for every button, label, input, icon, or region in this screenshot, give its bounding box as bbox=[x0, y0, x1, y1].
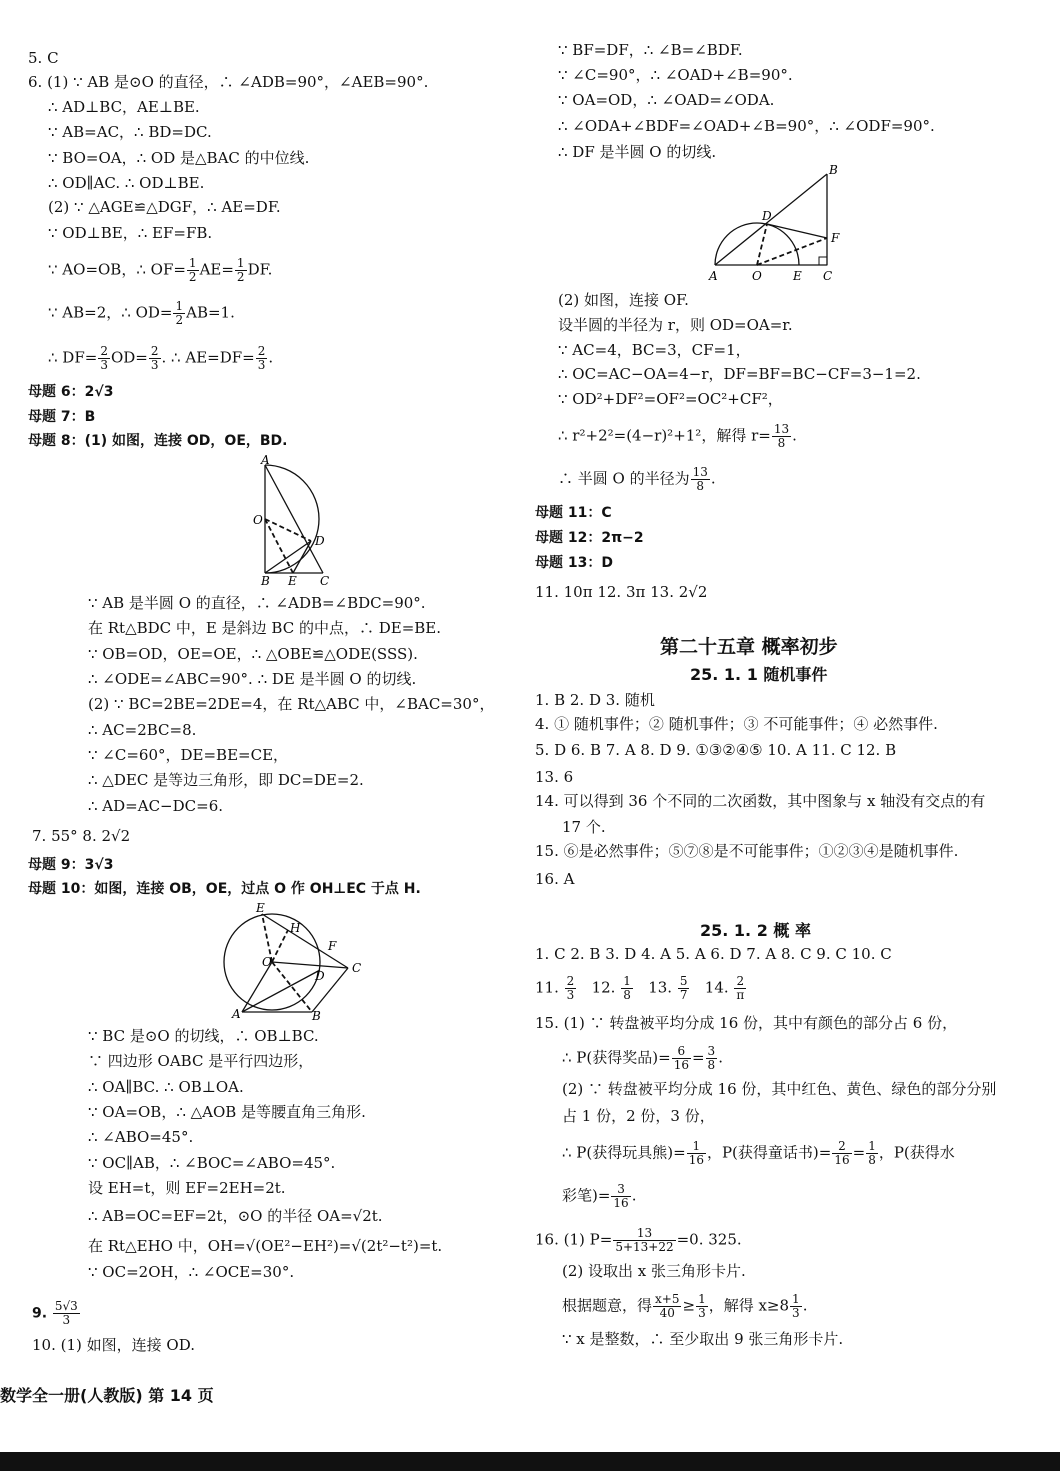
section-title-25-1-2: 25. 1. 2 概 率 bbox=[700, 921, 811, 940]
text-line: 14. 可以得到 36 个不同的二次函数，其中图象与 x 轴没有交点的有 bbox=[535, 792, 986, 810]
text-line: ∴ OA∥BC. ∴ OB⊥OA. bbox=[88, 1078, 244, 1096]
text-line: ∴ ∠ODA+∠BDF=∠OAD+∠B=90°，∴ ∠ODF=90°. bbox=[558, 117, 935, 135]
label-F: F bbox=[328, 939, 337, 953]
text-line: ∴ AC=2BC=8. bbox=[88, 721, 197, 739]
text-line: 13. 6 bbox=[535, 768, 574, 786]
text-line: ∴ OC=AC−OA=4−r，DF=BF=BC−CF=3−1=2. bbox=[558, 365, 921, 383]
text-line: (2) 设取出 x 张三角形卡片. bbox=[562, 1262, 746, 1280]
text-line: 设 EH=t，则 EF=2EH=2t. bbox=[88, 1179, 286, 1197]
label-A: A bbox=[709, 269, 718, 283]
text-line: ∵ ∠C=60°，DE=BE=CE， bbox=[88, 746, 289, 764]
text-line: 15. (1) ∵ 转盘被平均分成 16 份，其中有颜色的部分占 6 份， bbox=[535, 1014, 958, 1032]
text-line: ∴ DF= $\frac{2}{3}$ OD= $\frac{2}{3}$ . ∴ AE=DF= $\frac{2}{3}$ . bbox=[48, 344, 274, 372]
text-line: ∵ AB=2，∴ OD= $\frac{1}{2}$ AB=1. bbox=[48, 299, 235, 327]
text-line: 在 Rt△BDC 中，E 是斜边 BC 的中点，∴ DE=BE. bbox=[88, 619, 442, 637]
text-line: (2) ∵ △AGE≌△DGF，∴ AE=DF. bbox=[48, 198, 281, 216]
answers-7-8: 7. 55° 8. 2√2 bbox=[32, 827, 131, 845]
text-line: ∴ DF 是半圆 O 的切线. bbox=[558, 143, 717, 161]
text-line: ∵ 四边形 OABC 是平行四边形， bbox=[88, 1052, 314, 1070]
label-B: B bbox=[261, 574, 270, 588]
chapter-title: 第二十五章 概率初步 bbox=[660, 636, 838, 658]
text-line: ∴ 半圆 O 的半径为 $\frac{13}{8}$ . bbox=[558, 465, 716, 493]
text-line: ∵ AB 是半圆 O 的直径，∴ ∠ADB=∠BDC=90°. bbox=[88, 594, 426, 612]
label-O: O bbox=[253, 513, 263, 527]
label-O: O bbox=[752, 269, 762, 283]
text-line: 15. ⑥是必然事件；⑤⑦⑧是不可能事件；①②③④是随机事件. bbox=[535, 842, 959, 860]
answer-10: 10. (1) 如图，连接 OD. bbox=[32, 1336, 195, 1354]
label-B: B bbox=[829, 163, 838, 177]
text-line: ∴ △DEC 是等边三角形，即 DC=DE=2. bbox=[88, 771, 364, 789]
label-F: F bbox=[831, 231, 840, 245]
answer-5: 5. C bbox=[28, 49, 59, 67]
text-line: ∴ r²+2²=(4−r)²+1²，解得 r= $\frac{13}{8}$ . bbox=[558, 422, 797, 450]
text-line: ∵ x 是整数，∴ 至少取出 9 张三角形卡片. bbox=[562, 1330, 844, 1348]
text-line: ∵ OB=OD，OE=OE，∴ △OBE≌△ODE(SSS). bbox=[88, 645, 418, 663]
text-line: (2) 如图，连接 OF. bbox=[558, 291, 689, 309]
text-line: 16. (1) P= $\frac{13}{5+13+22}$ =0. 325. bbox=[535, 1226, 742, 1254]
label-O: O bbox=[262, 955, 272, 969]
text-line: ∴ ∠ABO=45°. bbox=[88, 1128, 194, 1146]
text-line: ∴ ∠ODE=∠ABC=90°. ∴ DE 是半圆 O 的切线. bbox=[88, 670, 417, 688]
text-line: ∵ BO=OA，∴ OD 是△BAC 的中位线. bbox=[48, 149, 310, 167]
text-line: ∵ OD⊥BE，∴ EF=FB. bbox=[48, 224, 213, 242]
text-line: 占 1 份，2 份，3 份， bbox=[562, 1107, 715, 1125]
geometry-figure-circle bbox=[220, 900, 370, 1020]
text-line: ∵ OD²+DF²=OF²=OC²+CF²， bbox=[558, 390, 783, 408]
mother-question-13: 母题 13：D bbox=[535, 555, 613, 571]
text-line: ∵ AC=4，BC=3，CF=1， bbox=[558, 341, 751, 359]
text-line: ∵ OC=2OH，∴ ∠OCE=30°. bbox=[88, 1263, 295, 1281]
text-line: ∴ P(获得奖品)= $\frac{6}{16}$ = $\frac{3}{8}$ . bbox=[562, 1044, 723, 1072]
section-title-25-1-1: 25. 1. 1 随机事件 bbox=[690, 665, 828, 684]
label-D: D bbox=[315, 969, 325, 983]
text-line: ∴ AD=AC−DC=6. bbox=[88, 797, 223, 815]
page-footer: 数学全一册(人教版) 第 14 页 bbox=[0, 1386, 214, 1405]
text-line: ∵ ∠C=90°，∴ ∠OAD+∠B=90°. bbox=[558, 66, 793, 84]
text-line: ∵ OA=OB，∴ △AOB 是等腰直角三角形. bbox=[88, 1103, 366, 1121]
text-line: 1. B 2. D 3. 随机 bbox=[535, 691, 655, 709]
text-line: ∵ AB=AC，∴ BD=DC. bbox=[48, 123, 212, 141]
text-line: 根据题意，得 $\frac{x+5}{40}$ ≥ $\frac{1}{3}$ ，解得 x≥8 $\frac{1}{3}$ . bbox=[562, 1292, 808, 1320]
text-line: 4. ① 随机事件；② 随机事件；③ 不可能事件；④ 必然事件. bbox=[535, 715, 938, 733]
label-B: B bbox=[312, 1009, 321, 1020]
label-D: D bbox=[762, 209, 772, 223]
text-line: ∵ AO=OB，∴ OF= $\frac{1}{2}$ AE= $\frac{1}{2}$ DF. bbox=[48, 256, 273, 284]
answers-11-13: 11. 10π 12. 3π 13. 2√2 bbox=[535, 583, 708, 601]
mother-question-10: 母题 10：如图，连接 OB，OE，过点 O 作 OH⊥EC 于点 H. bbox=[28, 881, 421, 897]
label-C: C bbox=[352, 961, 362, 975]
text-line: ∵ BC 是⊙O 的切线，∴ OB⊥BC. bbox=[88, 1027, 319, 1045]
label-A: A bbox=[261, 455, 270, 467]
text-line: (2) ∵ 转盘被平均分成 16 份，其中红色、黄色、绿色的部分分别 bbox=[562, 1080, 997, 1098]
label-E: E bbox=[793, 269, 802, 283]
text-line: ∴ OD∥AC. ∴ OD⊥BE. bbox=[48, 174, 205, 192]
geometry-figure-right-triangle bbox=[705, 162, 855, 287]
mother-question-8: 母题 8：(1) 如图，连接 OD，OE，BD. bbox=[28, 433, 288, 449]
label-H: H bbox=[290, 921, 301, 935]
text-line: ∴ AB=OC=EF=2t，⊙O 的半径 OA=√2t. bbox=[88, 1207, 383, 1225]
geometry-figure-semicircle bbox=[245, 455, 345, 590]
text-line: 设半圆的半径为 r，则 OD=OA=r. bbox=[558, 316, 793, 334]
mother-question-9: 母题 9：3√3 bbox=[28, 857, 114, 873]
text-line: 1. C 2. B 3. D 4. A 5. A 6. D 7. A 8. C 9. C 10. C bbox=[535, 945, 892, 963]
mother-question-11: 母题 11：C bbox=[535, 505, 612, 521]
text-line: ∵ BF=DF，∴ ∠B=∠BDF. bbox=[558, 41, 743, 59]
answer-6-line: 6. (1) ∵ AB 是⊙O 的直径，∴ ∠ADB=90°，∠AEB=90°. bbox=[28, 73, 429, 91]
label-C: C bbox=[823, 269, 833, 283]
text-line: 17 个. bbox=[562, 818, 606, 836]
bottom-bar bbox=[0, 1452, 1060, 1471]
text-line: ∴ AD⊥BC，AE⊥BE. bbox=[48, 98, 200, 116]
text-line: ∵ OA=OD，∴ ∠OAD=∠ODA. bbox=[558, 91, 775, 109]
mother-question-7: 母题 7：B bbox=[28, 409, 96, 425]
mother-question-6: 母题 6：2√3 bbox=[28, 384, 114, 400]
text-line: 11. $\frac{2}{3}$ 12. $\frac{1}{8}$ 13. $\frac{5}{7}$ 14. $\frac{2}{\pi}$ bbox=[535, 974, 745, 1002]
answer-9: 9. $\frac{5√3}{3}$ bbox=[32, 1299, 78, 1327]
label-C: C bbox=[320, 574, 330, 588]
text-line: (2) ∵ BC=2BE=2DE=4，在 Rt△ABC 中，∠BAC=30°， bbox=[88, 695, 495, 713]
mother-question-12: 母题 12：2π−2 bbox=[535, 530, 644, 546]
label-E: E bbox=[256, 901, 265, 915]
label-D: D bbox=[315, 534, 325, 548]
text-line: 在 Rt△EHO 中，OH=√(OE²−EH²)=√(2t²−t²)=t. bbox=[88, 1237, 443, 1255]
label-A: A bbox=[232, 1007, 241, 1020]
text-line: ∵ OC∥AB，∴ ∠BOC=∠ABO=45°. bbox=[88, 1154, 336, 1172]
text-line: 16. A bbox=[535, 870, 575, 888]
text-line: ∴ P(获得玩具熊)= $\frac{1}{16}$ ，P(获得童话书)= $\frac{2}{16}$ = $\frac{1}{8}$ ，P(获得水 bbox=[562, 1139, 955, 1167]
text-line: 5. D 6. B 7. A 8. D 9. ①③②④⑤ 10. A 11. C 12. B bbox=[535, 741, 897, 759]
label-E: E bbox=[288, 574, 297, 588]
text-line: 彩笔)= $\frac{3}{16}$ . bbox=[562, 1182, 637, 1210]
